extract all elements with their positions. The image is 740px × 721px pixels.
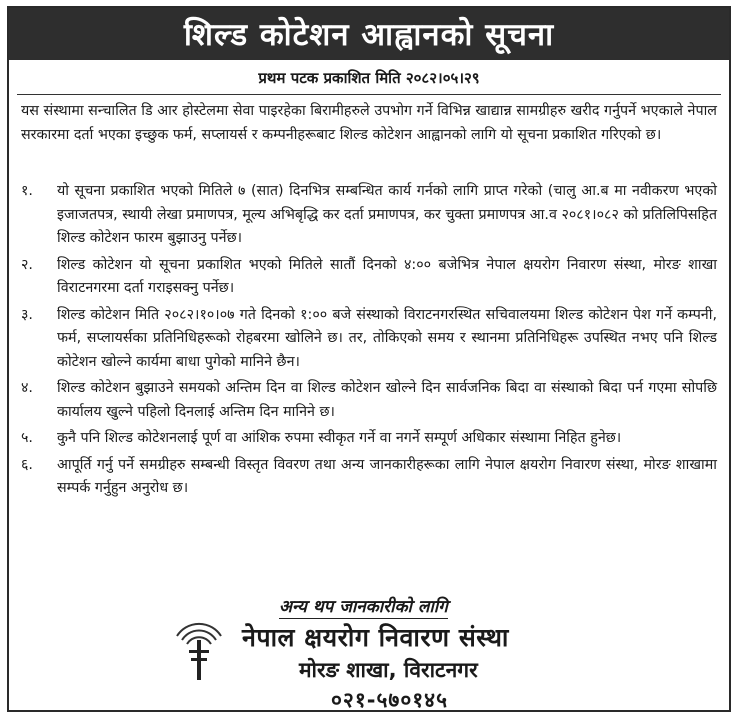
branch-name: मोरङ शाखा, विराटनगर [299,658,478,682]
item-number: २. [21,256,33,273]
item-text: यो सूचना प्रकाशित भएको मितिले ७ (सात) दिनभित्र सम्बन्धित कार्य गर्नको लागि प्राप्त गरेको (चालु आ.ब मा नवीकरण भएको इजाजतपत्र, स्थायी लेखा प्रमाणपत्र, मूल्य अभिबृद्धि कर दर्ता प्रमाणपत्र, कर चुक्ता प्रमाणपत्र आ.व २०८१।०८२ को प्रतिलिपिसहित शिल्ड कोटेशन फारम बुझाउनु पर्नेछ। [57,183,717,246]
list-item [21,180,717,251]
organization-name: नेपाल क्षयरोग निवारण संस्था [242,623,509,652]
list-item [21,254,717,301]
organization-logo-icon [169,614,229,682]
phone-number: ०२१-५७०१४५ [331,688,448,712]
item-number: ३. [21,306,33,323]
item-text: शिल्ड कोटेशन यो सूचना प्रकाशित भएको मितिले सातौं दिनको ४:०० बजेभित्र नेपाल क्षयरोग निवारण संस्था, मोरङ शाखा विराटनगरमा दर्ता गराइसक्नु पर्नेछ। [57,256,717,296]
item-number: ५. [21,430,33,446]
notice-title: शिल्ड कोटेशन आह्वानको सूचना [183,17,555,53]
item-text: शिल्ड कोटेशन बुझाउने समयको अन्तिम दिन वा शिल्ड कोटेशन खोल्ने दिन सार्वजनिक बिदा वा संस्थाको बिदा पर्न गएमा सोपछि कार्यालय खुल्ने पहिलो दिनलाई अन्तिम दिन मानिने छ। [57,380,717,420]
notice-frame [7,6,731,712]
contact-heading: अन्य थप जानकारीको लागि [279,594,448,619]
list-item [21,304,717,375]
publish-date: प्रथम पटक प्रकाशित मिति २०८२।०५।२९ [258,69,480,87]
item-number: १. [21,183,33,199]
divider [17,94,721,95]
item-number: ४. [21,380,33,396]
list-item [21,427,717,451]
item-text: कुनै पनि शिल्ड कोटेशनलाई पूर्ण वा आंशिक रुपमा स्वीकृत गर्ने वा नगर्ने सम्पूर्ण अधिकार संस्थामा निहित हुनेछ। [57,430,622,446]
notice-title-bar [9,8,729,60]
list-item [21,377,717,424]
conditions-list [21,180,717,504]
intro-paragraph: यस संस्थामा सन्चालित डि आर होस्टेलमा सेवा पाइरहेका बिरामीहरुले उपभोग गर्ने विभिन्न खाद्यान्न सामग्रीहरु खरीद गर्नुपर्ने भएकाले नेपाल सरकारमा दर्ता भएका इच्छुक फर्म, सप्लायर्स र कम्पनीहरूबाट शिल्ड कोटेशन आह्वानको लागि यो सूचना प्रकाशित गरिएको छ। [21,103,717,143]
item-text: आपूर्ति गर्नु पर्ने समग्रीहरु सम्बन्धी विस्तृत विवरण तथा अन्य जानकारीहरूका लागि नेपाल क्षयरोग निवारण संस्था, मोरङ शाखामा सम्पर्क गर्नुहुन अनुरोध छ। [57,456,717,496]
list-item [21,454,717,501]
item-text: शिल्ड कोटेशन मिति २०८२।१०।०७ गते दिनको १:०० बजे संस्थाको विराटनगरस्थित सचिवालयमा शिल्ड कोटेशन पेश गर्ने कम्पनी, फर्म, सप्लायर्सका प्रतिनिधिहरूको रोहबरमा खोलिने छ। तर, तोकिएको समय र स्थानमा प्रतिनिधिहरू उपस्थित नभए पनि शिल्ड कोटेशन खोल्ने कार्यमा बाधा पुगेको मानिने छैन। [57,306,717,370]
item-number: ६. [21,456,33,473]
